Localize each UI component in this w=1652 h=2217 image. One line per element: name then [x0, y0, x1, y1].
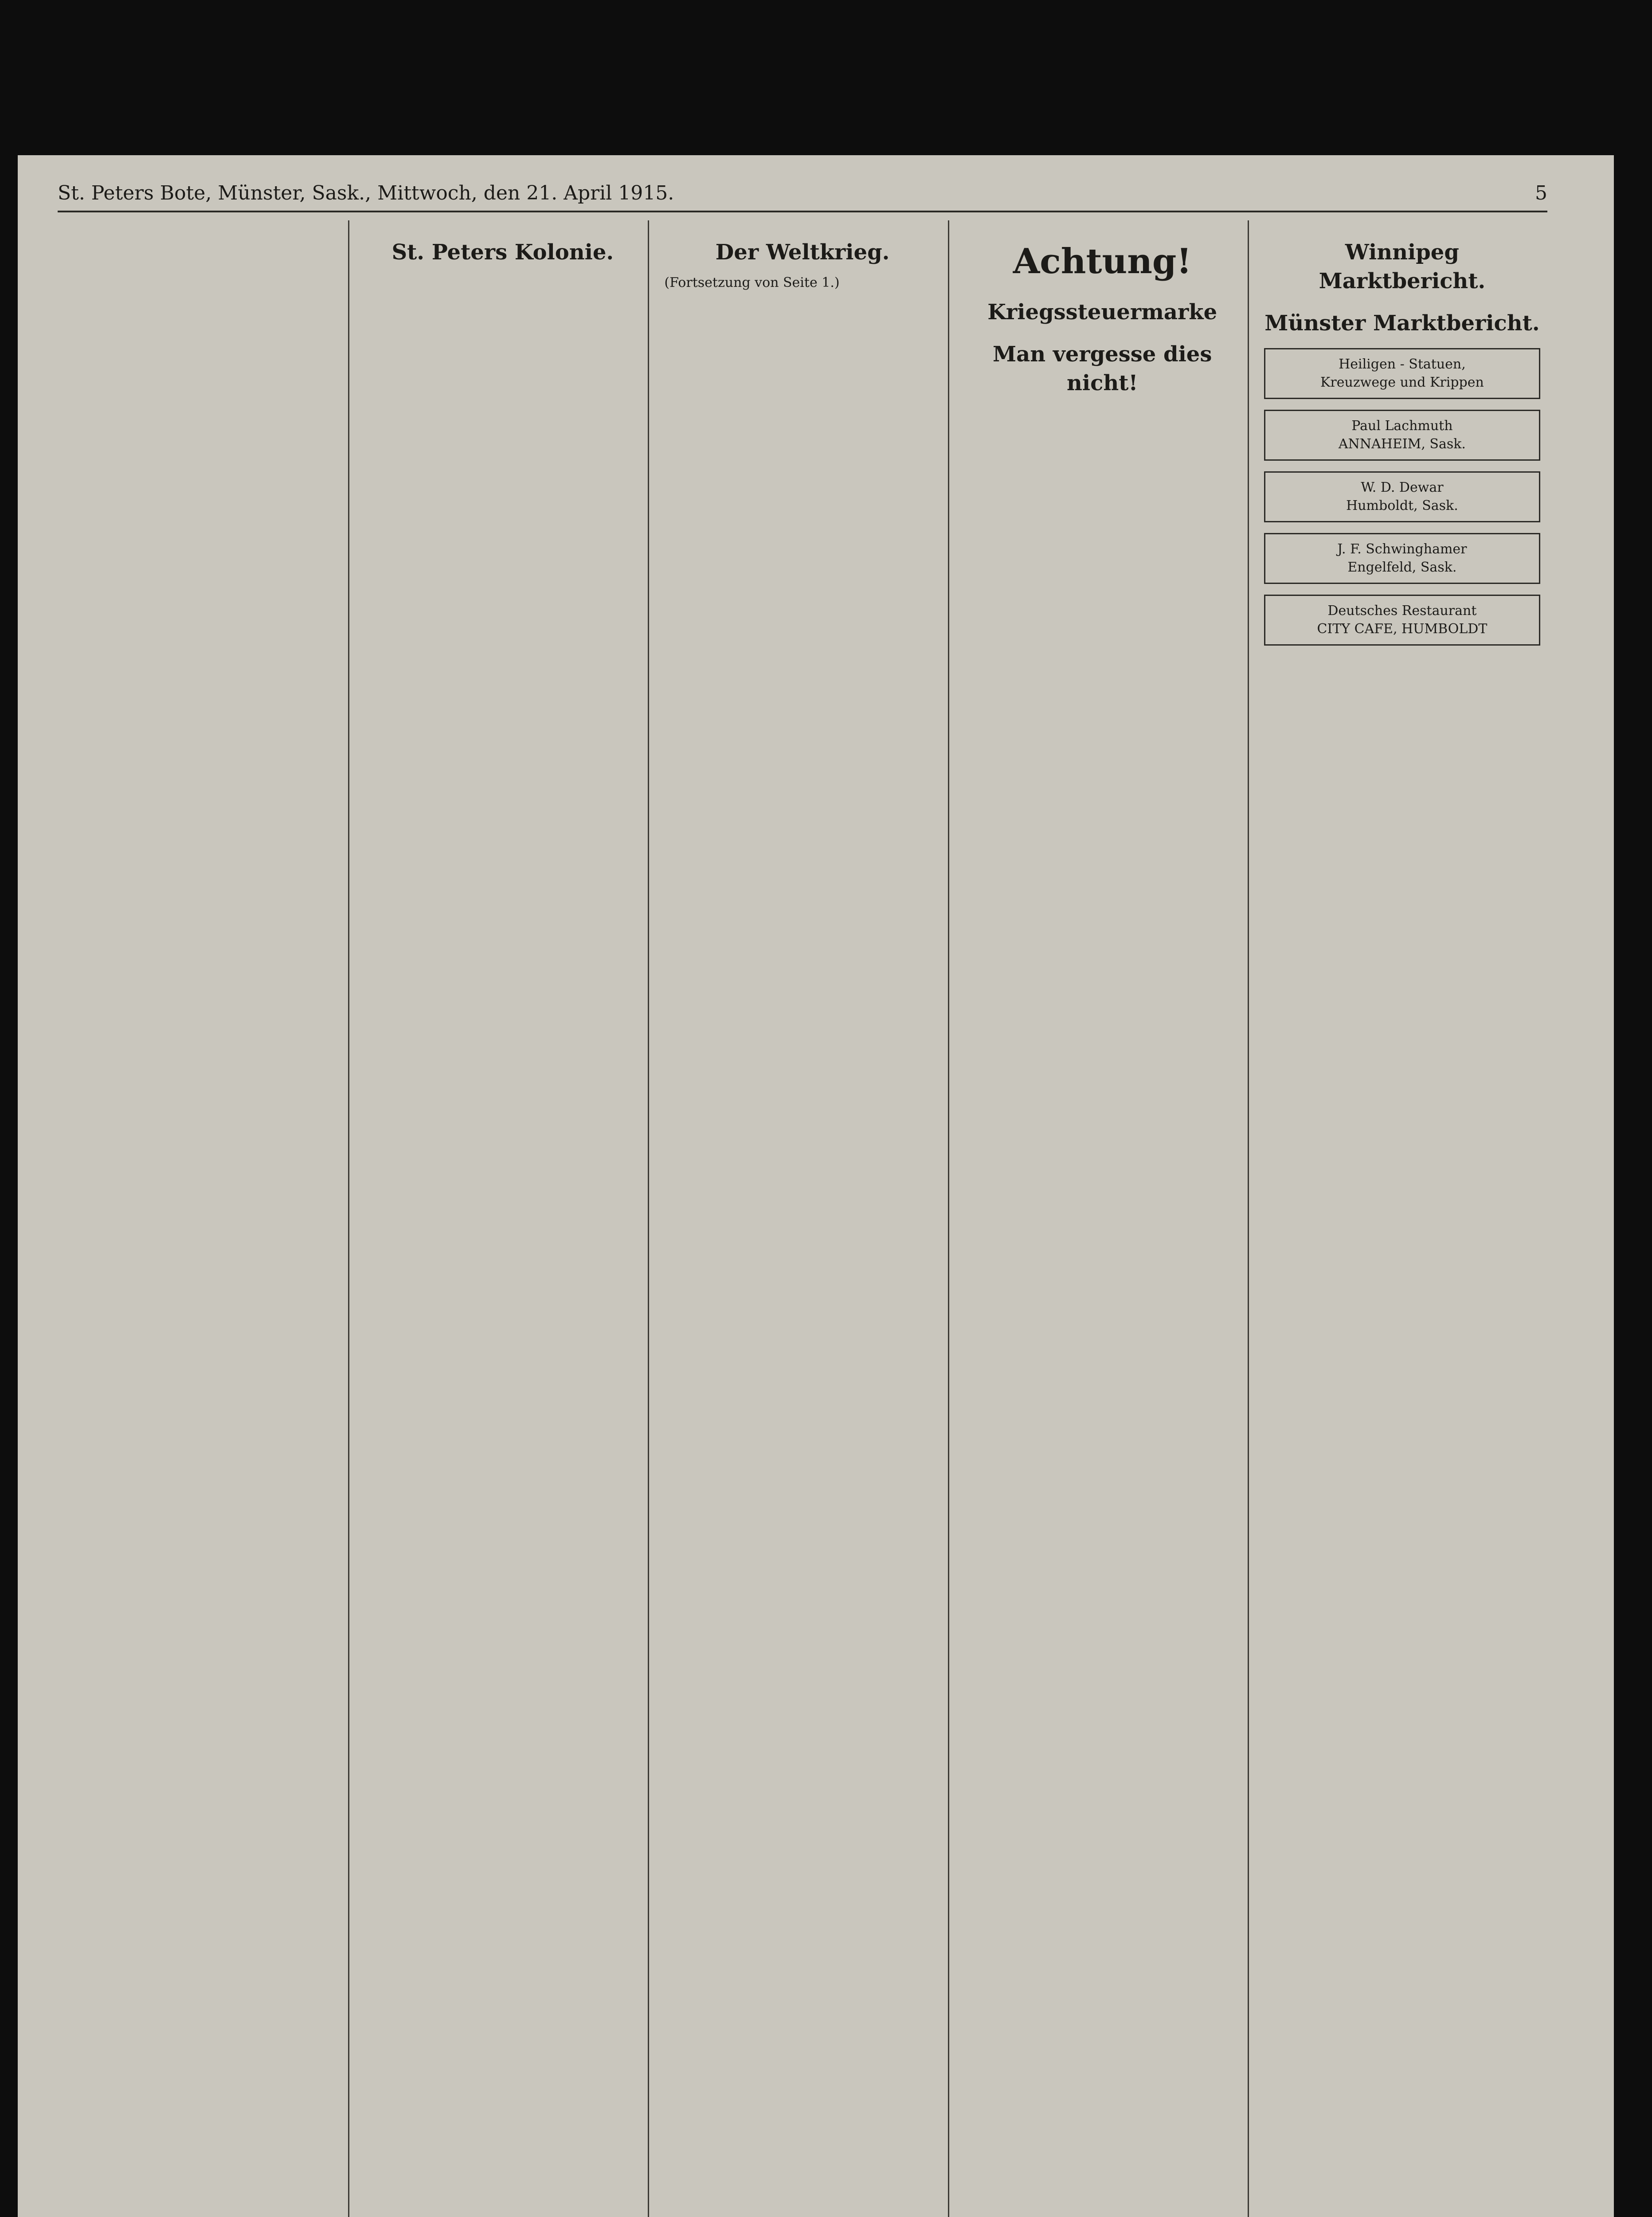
notice-title: Achtung!	[1013, 241, 1192, 282]
column-4	[957, 220, 1249, 2217]
ad-restaurant: Deutsches Restaurant CITY CAFE, HUMBOLDT	[1264, 595, 1540, 646]
notice-subtitle: Kriegssteuermarke	[987, 300, 1217, 325]
running-header	[58, 182, 1547, 212]
column-2	[357, 220, 649, 2217]
war-subheading: (Fortsetzung von Seite 1.)	[664, 274, 840, 290]
ad-statues: Heiligen - Statuen, Kreuzwege und Krippen	[1264, 348, 1540, 399]
war-heading: Der Weltkrieg.	[715, 240, 890, 265]
notice-closing: Man vergesse dies nicht!	[993, 342, 1212, 396]
ad-schwinghamer: J. F. Schwinghamer Engelfeld, Sask.	[1264, 533, 1540, 584]
muenster-market-heading: Münster Marktbericht.	[1264, 310, 1540, 336]
ad-lachmuth: Paul Lachmuth ANNAHEIM, Sask.	[1264, 410, 1540, 461]
column-1	[58, 220, 349, 2217]
colony-heading: St. Peters Kolonie.	[391, 240, 614, 265]
newspaper-page	[18, 155, 1614, 2217]
column-3	[657, 220, 949, 2217]
column-5	[1257, 220, 1547, 2217]
columns	[58, 220, 1547, 2217]
running-title: St. Peters Bote, Münster, Sask., Mittwoch, den 21. April 1915.	[58, 182, 674, 204]
page-number: 5	[1535, 182, 1547, 204]
ad-dewar: W. D. Dewar Humboldt, Sask.	[1264, 471, 1540, 522]
winnipeg-market-heading: Winnipeg Marktbericht.	[1319, 240, 1486, 294]
